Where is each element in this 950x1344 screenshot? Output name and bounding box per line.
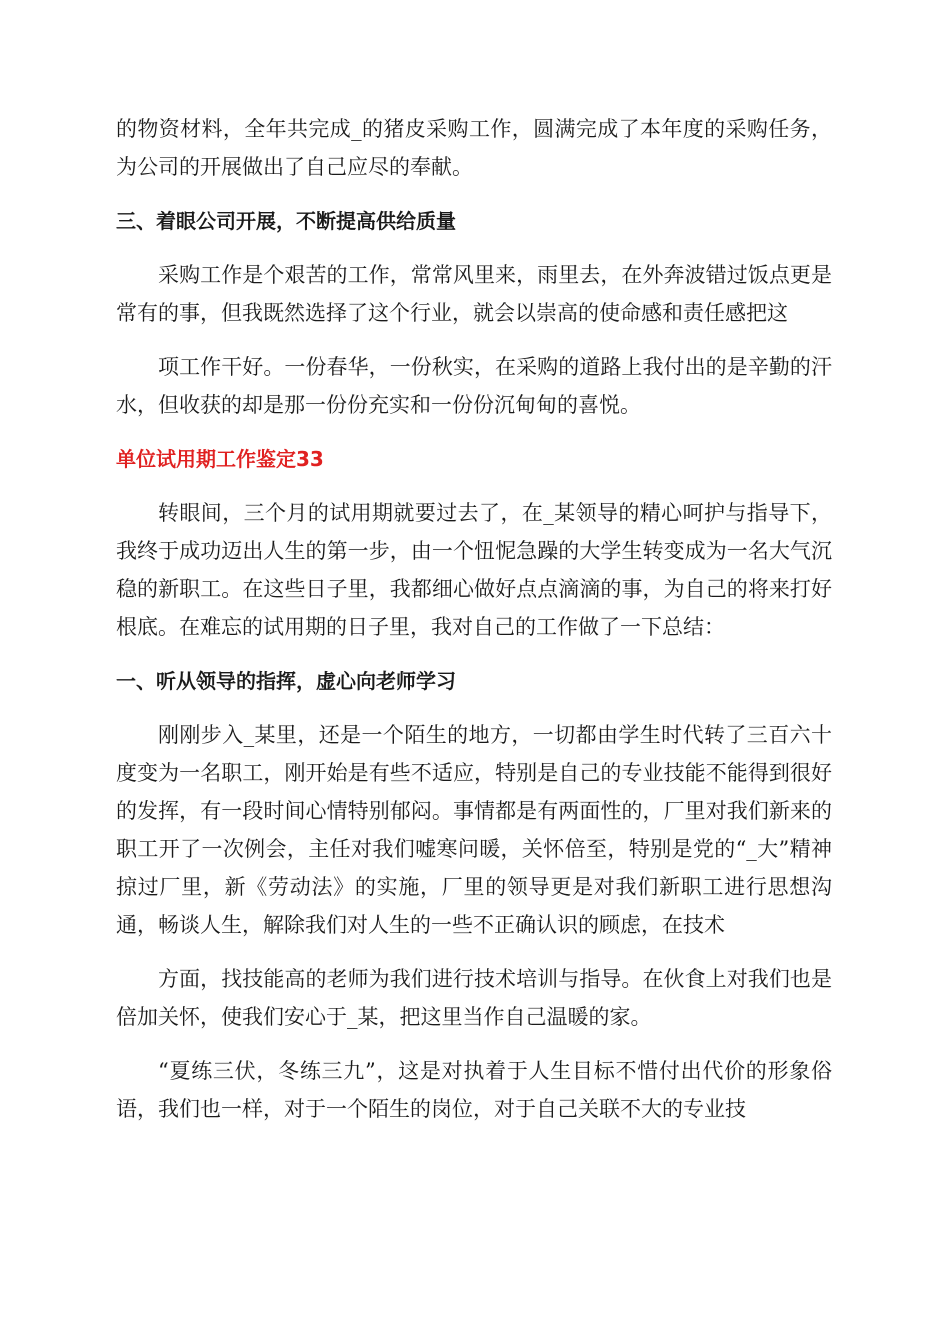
document-title: 单位试用期工作鉴定33 bbox=[116, 447, 324, 471]
paragraph-6: 方面，找技能高的老师为我们进行技术培训与指导。在伙食上对我们也是倍加关怀，使我们安心于_某，把这里当作自己温暖的家。 bbox=[116, 967, 832, 1029]
section-heading-1: 一、听从领导的指挥，虚心向老师学习 bbox=[116, 669, 456, 693]
document-page bbox=[116, 110, 832, 1128]
paragraph-5: 刚刚步入_某里，还是一个陌生的地方，一切都由学生时代转了三百六十度变为一名职工，刚开始是有些不适应，特别是自己的专业技能不能得到很好的发挥，有一段时间心情特别郁闷。事情都是有两面性的，厂里对我们新来的职工开了一次例会，主任对我们嘘寒问暖，关怀倍至，特别是党的“_大”精神掠过厂里，新《劳动法》的实施，厂里的领导更是对我们新职工进行思想沟通，畅谈人生，解除我们对人生的一些不正确认识的顾虑，在技术 bbox=[116, 723, 832, 937]
paragraph-4: 转眼间，三个月的试用期就要过去了，在_某领导的精心呵护与指导下，我终于成功迈出人生的第一步，由一个忸怩急躁的大学生转变成为一名大气沉稳的新职工。在这些日子里，我都细心做好点点滴滴的事，为自己的将来打好根底。在难忘的试用期的日子里，我对自己的工作做了一下总结： bbox=[116, 501, 832, 639]
paragraph-2: 采购工作是个艰苦的工作，常常风里来，雨里去，在外奔波错过饭点更是常有的事，但我既然选择了这个行业，就会以崇高的使命感和责任感把这 bbox=[116, 263, 832, 325]
paragraph-1: 的物资材料，全年共完成_的猪皮采购工作，圆满完成了本年度的采购任务，为公司的开展做出了自己应尽的奉献。 bbox=[116, 117, 832, 179]
paragraph-7: “夏练三伏，冬练三九”，这是对执着于人生目标不惜付出代价的形象俗语，我们也一样，对于一个陌生的岗位，对于自己关联不大的专业技 bbox=[116, 1059, 832, 1121]
paragraph-3: 项工作干好。一份春华，一份秋实，在采购的道路上我付出的是辛勤的汗水，但收获的却是那一份份充实和一份份沉甸甸的喜悦。 bbox=[116, 355, 832, 417]
section-heading-3: 三、着眼公司开展，不断提高供给质量 bbox=[116, 209, 456, 233]
